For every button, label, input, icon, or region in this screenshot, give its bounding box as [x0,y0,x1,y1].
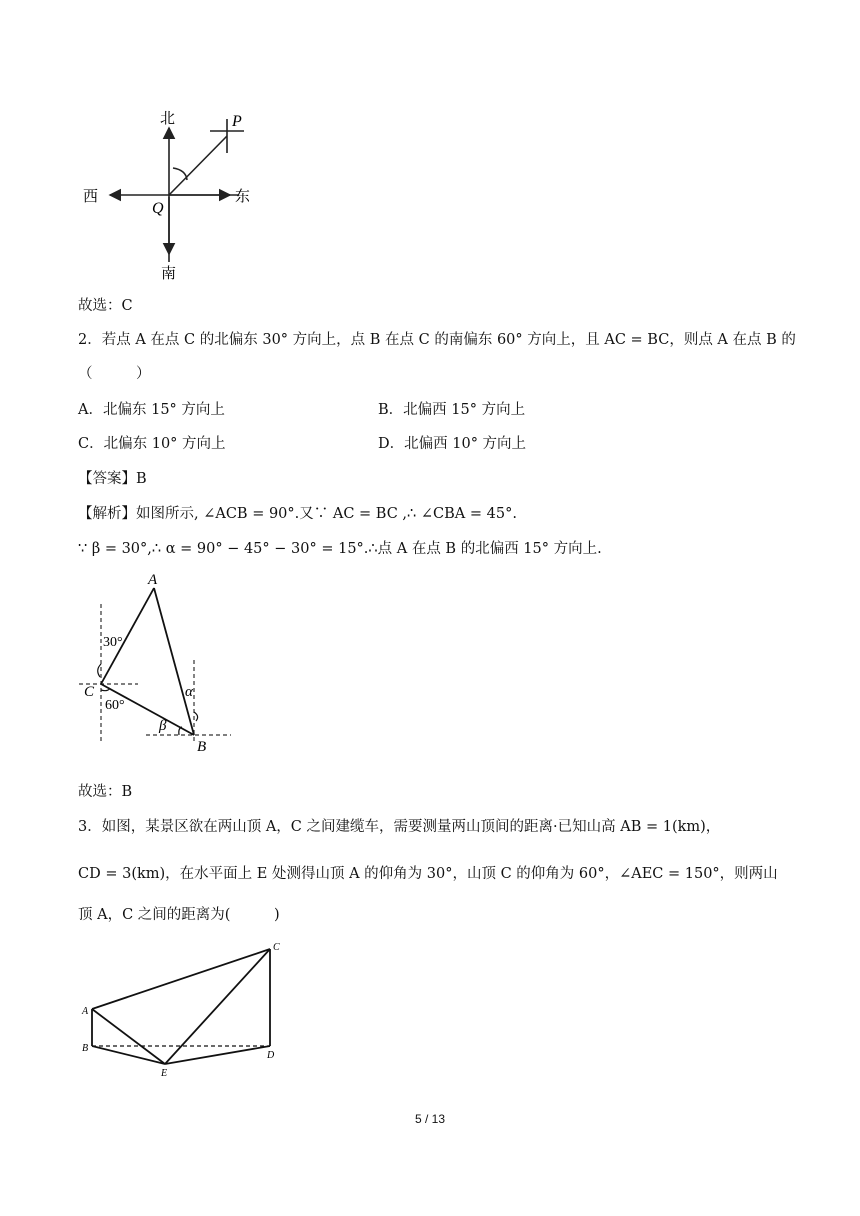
fig2-label-c: C [84,684,95,700]
q2-option-d-text: 北偏西 10° 方向上 [404,436,527,452]
q2-option-a [78,398,225,419]
q2-text: 若点 A 在点 C 的北偏东 30° 方向上，点 B 在点 C 的南偏东 60° 方向上，且 AC = BC，则点 A 在点 B 的 [101,332,796,348]
q2-option-b [378,398,525,419]
compass-figure [78,104,258,284]
fig2-alpha: α [185,684,193,700]
fig1-south: 南 [161,264,177,282]
q2-analysis-2: ∵ β = 30°,∴ α = 90° − 45° − 30° = 15°.∴点 A 在点 B 的北偏西 15° 方向上. [78,541,602,557]
q2-option-c-label: C． [78,436,104,452]
q2-option-b-text: 北偏西 15° 方向上 [403,402,526,418]
q3-line-3: 顶 A，C 之间的距离为( ) [78,907,280,923]
answer-1: 故选：C [78,298,133,314]
q2-option-b-label: B． [378,402,404,418]
fig2-label-b: B [197,739,207,755]
q2-analysis-1: 【解析】如图所示, ∠ACB = 90°.又∵ AC = BC ,∴ ∠CBA = 45°. [78,506,517,522]
fig2-angle-60: 60° [105,698,125,713]
fig2-beta: β [159,718,167,734]
page-number: 5 / 13 [414,1112,446,1126]
fig3-label-d: D [267,1050,275,1061]
fig3-label-c: C [273,942,280,953]
fig2-label-a: A [148,572,158,588]
fig3-label-b: B [82,1043,89,1054]
fig1-north: 北 [160,109,176,127]
fig1-west: 西 [83,187,99,205]
q2-answer: 【答案】B [78,471,147,487]
q3-line-2: CD = 3(km)，在水平面上 E 处测得山顶 A 的仰角为 30°，山顶 C 的仰角为 60°，∠AEC = 150°，则两山 [78,866,778,882]
fig3-label-e: E [161,1068,168,1079]
q2-option-d [378,432,526,453]
q2-paren: （ ） [78,366,151,382]
fig3-label-a: A [82,1006,89,1017]
fig1-point-q: Q [152,200,164,217]
q2-final: 故选：B [78,784,133,800]
triangle-figure [76,570,240,756]
q2-option-a-label: A． [78,402,103,418]
q2-number: 2． [78,332,102,348]
q3-line-1: 3．如图，某景区欲在两山顶 A，C 之间建缆车，需要测量两山顶间的距离·已知山高 AB = 1(km)， [78,819,721,835]
fig1-east: 东 [235,187,251,205]
mountains-figure [76,938,288,1080]
q2-option-c-text: 北偏东 10° 方向上 [103,436,226,452]
q2-option-d-label: D． [378,436,405,452]
fig2-angle-30: 30° [103,635,123,650]
q2-option-a-text: 北偏东 15° 方向上 [102,402,225,418]
fig1-point-p: P [232,113,242,130]
q2-stem [78,328,796,349]
q2-option-c [78,432,226,453]
